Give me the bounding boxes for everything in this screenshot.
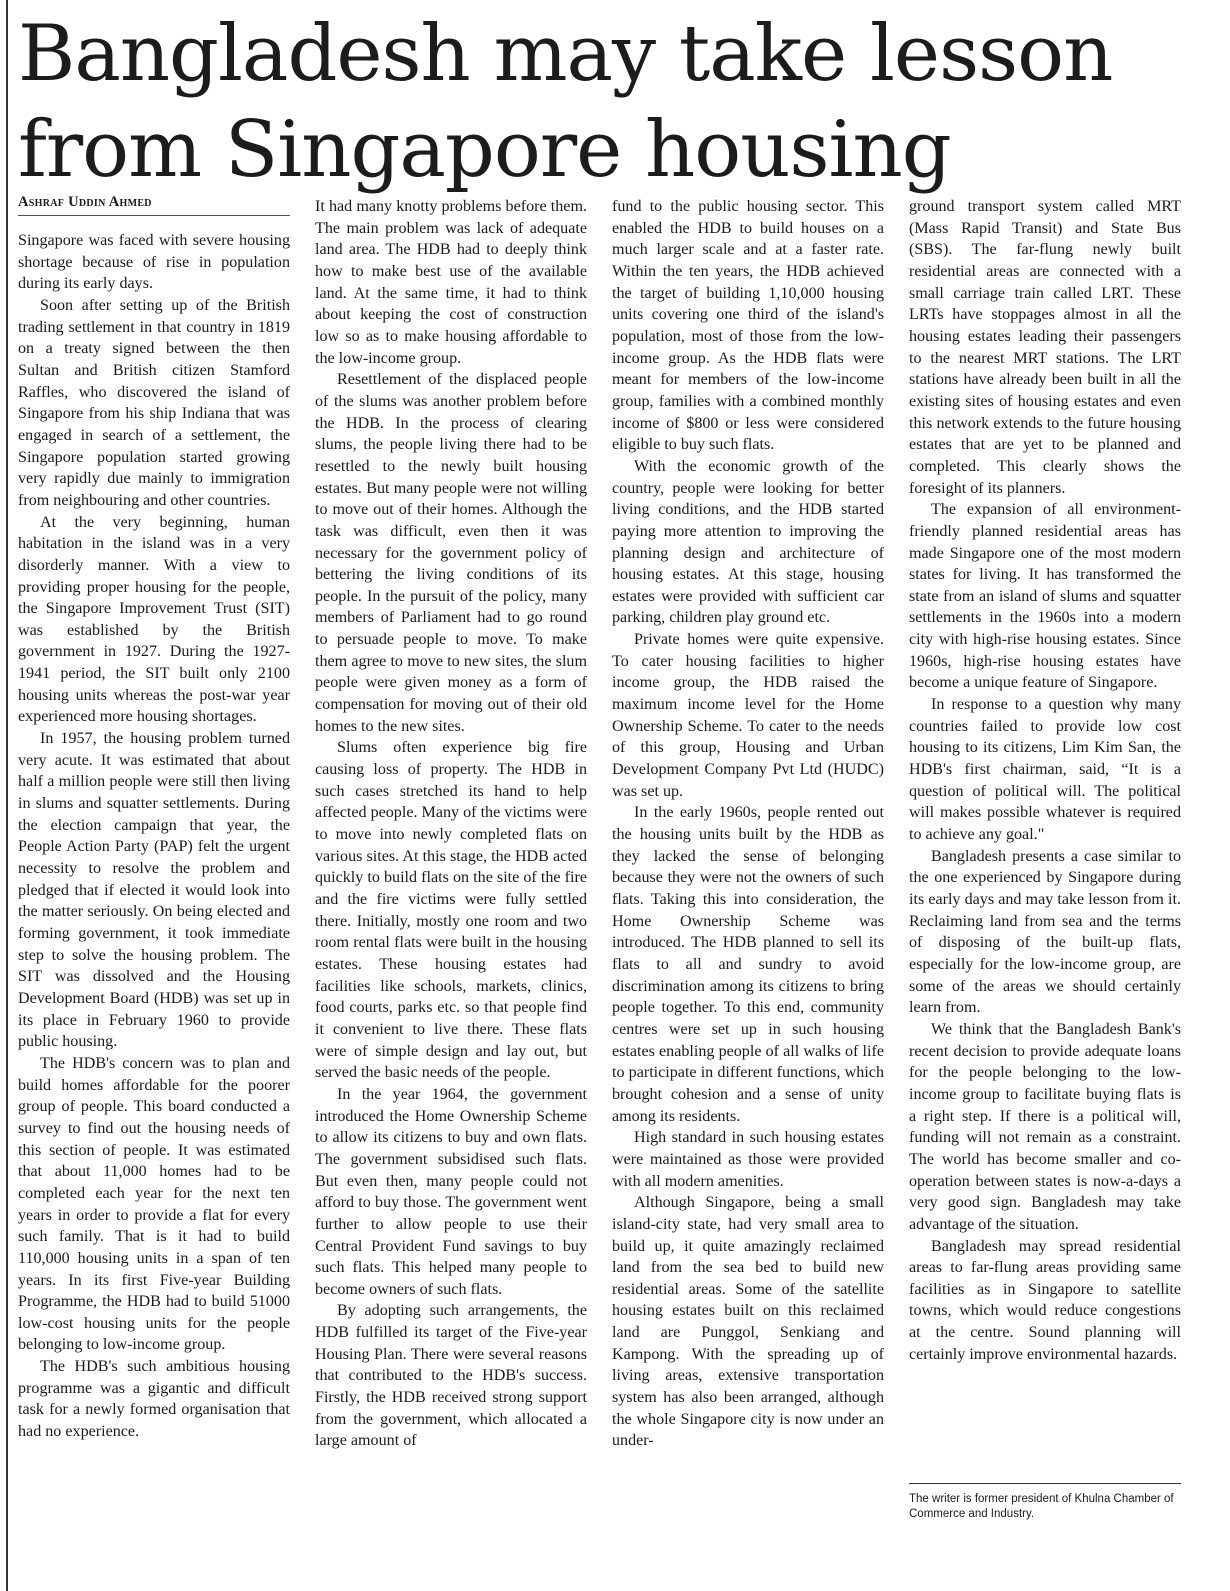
paragraph: In the early 1960s, people rented out the housing units built by the HDB as they lacked the sense of belonging because they were not the owners of such flats. Taking this into consideration, the Home Ownership Scheme was introduced. The HDB planned to sell its flats to all and sundry to avoid discrimination among its citizens to bring people together. To this end, community centres were set up in such housing estates enabling people of all walks of life to participate in different functions, which brought cohesion and a sense of unity among its residents.	[612, 804, 884, 1125]
paragraph: By adopting such arrangements, the HDB fulfilled its target of the Five-year Housing Plan. There were several reasons that contributed to the HDB's success. Firstly, the HDB received strong support from the government, which allocated a large amount of	[315, 1302, 587, 1450]
author-footnote: The writer is former president of Khulna Chamber of Commerce and Industry.	[909, 1493, 1174, 1520]
paragraph: Slums often experience big fire causing loss of property. The HDB in such cases stretched its hand to help affected people. Many of the victims were to move into newly completed flats on various sites. At this stage, the HDB acted quickly to build flats on the site of the fire and the fire victims were fully settled there. Initially, mostly one room and two room rental flats were built in the housing estates. These housing estates had facilities like schools, markets, clinics, food courts, parks etc. so that people find it convenient to live there. These flats were of simple design and lay out, but served the basic needs of the people.	[315, 739, 587, 1082]
paragraph: Soon after setting up of the British trading settlement in that country in 1819 on a treaty signed between the then Sultan and British citizen Stamford Raffles, who discovered the island of Singapore from his ship Indiana that was engaged in search of a settlement, the Singapore population started growing very rapidly due mainly to immigration from neighbouring and other countries.	[18, 296, 290, 509]
paragraph: It had many knotty problems before them. The main problem was lack of adequate land area. The HDB had to deeply think how to make best use of the available land. At the same time, it had to think about keeping the cost of construction low so as to make housing affordable to the low-income group.	[315, 198, 587, 367]
left-border-rule	[6, 0, 8, 1591]
paragraph: High standard in such housing estates were maintained as those were provided with all modern amenities.	[612, 1129, 884, 1190]
paragraph: Although Singapore, being a small island-city state, had very small area to build up, it quite amazingly reclaimed land from the sea bed to build new residential areas. Some of the satellite housing estates built on this reclaimed land are Punggol, Senkiang and Kampong. With the spreading up of living areas, extensive transportation system has also been arranged, although the whole Singapore city is now under an under-	[612, 1194, 884, 1450]
paragraph: The expansion of all environment-friendly planned residential areas has made Singapore one of the most modern states for living. It has transformed the state from an island of slums and squatter settlements in the 1960s into a modern city with high-rise housing estates. Since 1960s, high-rise housing estates have become a unique feature of Singapore.	[909, 501, 1181, 692]
paragraph: ground transport system called MRT (Mass Rapid Transit) and State Bus (SBS). The far-flung newly built residential areas are connected with a small carriage train called LRT. These LRTs have stoppages almost in all the housing estates leading their passengers to the nearest MRT stations. The LRT stations have already been built in all the existing sites of housing estates and even this network extends to the future housing estates that are yet to be planned and completed. This clearly shows the foresight of its planners.	[909, 198, 1181, 497]
footnote-divider	[909, 1483, 1181, 1484]
headline: Bangladesh may take lesson from Singapore housing	[18, 9, 1113, 195]
paragraph: Bangladesh may spread residential areas to far-flung areas providing same facilities as in Singapore to satellite towns, which would reduce congestions at the centre. Sound planning will certainly improve environmental hazards.	[909, 1237, 1181, 1363]
paragraph: The HDB's concern was to plan and build homes affordable for the poorer group of people. This board conducted a survey to find out the housing needs of this section of people. It was estimated that about 11,000 homes had to be completed each year for the next ten years in order to provide a flat for every such family. That is it had to build 110,000 housing units in a span of ten years. In its first Five-year Building Programme, the HDB had to build 51000 low-cost housing units for the people belonging to low-income group.	[18, 1054, 290, 1354]
paragraph: In the year 1964, the government introduced the Home Ownership Scheme to allow its citizens to buy and own flats. The government subsidised such flats. But even then, many people could not afford to buy those. The government went further to allow people to use their Central Provident Fund savings to buy such flats. This helped many people to become owners of such flats.	[315, 1085, 587, 1298]
article-column-2	[315, 196, 587, 1452]
article-column-3	[612, 196, 884, 1452]
byline: Ashraf Uddin Ahmed	[18, 194, 290, 216]
paragraph: Private homes were quite expensive. To cater housing facilities to higher income group, the HDB raised the maximum income level for the Home Ownership Scheme. To cater to the needs of this group, Housing and Urban Development Company Pvt Ltd (HUDC) was set up.	[612, 631, 884, 800]
article-column-4	[909, 196, 1181, 1365]
paragraph: Resettlement of the displaced people of the slums was another problem before the HDB. In the process of clearing slums, the people living there had to be resettled to the newly built housing estates. But many people were not willing to move out of their homes. Although the task was difficult, even then it was necessary for the government policy of bettering the living conditions of its people. In the pursuit of the policy, many members of Parliament had to go round to persuade people to move. To make them agree to move to new sites, the slum people were given money as a form of compensation for moving out of their old homes to the new sites.	[315, 371, 587, 735]
paragraph: At the very beginning, human habitation in the island was in a very disorderly manner. With a view to providing proper housing for the people, the Singapore Improvement Trust (SIT) was established by the British government in 1927. During the 1927-1941 period, the SIT built only 2100 housing units whereas the post-war year experienced more housing shortages.	[18, 513, 290, 726]
paragraph: Bangladesh presents a case similar to the one experienced by Singapore during its early days and may take lesson from it. Reclaiming land from sea and the terms of disposing of the built-up flats, especially for the low-income group, are some of the areas we should certainly learn from.	[909, 847, 1181, 1017]
paragraph: fund to the public housing sector. This enabled the HDB to build houses on a much larger scale and at a faster rate. Within the ten years, the HDB achieved the target of building 1,10,000 housing units covering one third of the island's population, most of those from the low-income group. As the HDB flats were meant for members of the low-income group, families with a combined monthly income of $800 or less were considered eligible to buy such flats.	[612, 198, 884, 454]
paragraph: The HDB's such ambitious housing programme was a gigantic and difficult task for a newly formed organisation that had no experience.	[18, 1358, 290, 1441]
paragraph: In 1957, the housing problem turned very acute. It was estimated that about half a million people were still then living in slums and squatter settlements. During the election campaign that year, the People Action Party (PAP) felt the urgent necessity to resolve the problem and pledged that if elected it would look into the matter seriously. On being elected and forming government, it took immediate step to solve the housing problem. The SIT was dissolved and the Housing Development Board (HDB) was set up in its place in February 1960 to provide public housing.	[18, 730, 290, 1051]
article-column-1	[18, 230, 290, 1443]
paragraph: With the economic growth of the country, people were looking for better living conditions, and the HDB started paying more attention to improving the planning design and architecture of housing estates. At this stage, housing estates were provided with sufficient car parking, children play ground etc.	[612, 457, 884, 627]
paragraph: Singapore was faced with severe housing shortage because of rise in population during its early days.	[18, 232, 290, 293]
paragraph: We think that the Bangladesh Bank's recent decision to provide adequate loans for the people belonging to the low-income group to facilitate buying flats is a right step. If there is a political will, funding will not remain as a constraint. The world has become smaller and co-operation between states is now-a-days a very good sign. Bangladesh may take advantage of the situation.	[909, 1020, 1181, 1233]
paragraph: In response to a question why many countries failed to provide low cost housing to its citizens, Lim Kim San, the HDB's first chairman, said, “It is a question of political will. The political will makes possible whatever is required to achieve any goal."	[909, 696, 1181, 844]
